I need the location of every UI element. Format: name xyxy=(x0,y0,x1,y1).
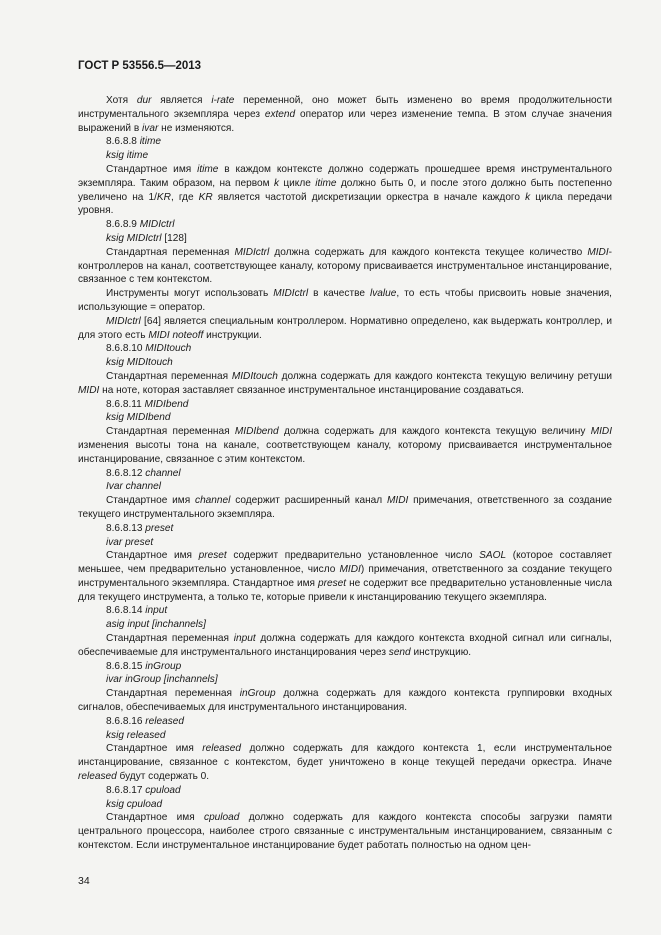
text-run: , где xyxy=(170,191,199,203)
text-run: Стандартная переменная xyxy=(106,426,235,438)
italic-term: cpuload xyxy=(145,784,181,796)
section-heading xyxy=(78,218,612,232)
text-run: , то есть чтобы присвоить новые значения, использующие = оператор. xyxy=(78,288,612,313)
paragraph xyxy=(78,811,612,852)
italic-term: send xyxy=(388,646,411,658)
section-heading xyxy=(78,467,612,481)
italic-term: preset xyxy=(198,550,227,562)
section-heading xyxy=(78,356,612,370)
paragraph xyxy=(78,246,612,287)
text-run: Стандартная переменная xyxy=(106,246,235,258)
italic-term: ksig itime xyxy=(106,150,149,162)
text-run: 8.6.8.10 xyxy=(106,343,146,355)
text-run: оператор или через изменение темпа. В этом случае значения выражений в xyxy=(78,108,612,134)
paragraph xyxy=(78,94,612,135)
paragraph xyxy=(78,742,612,783)
section-heading xyxy=(78,536,612,550)
section-heading xyxy=(78,618,612,632)
text-run: (которое составляет меньшее, чем предварительно установленное, число xyxy=(78,550,613,576)
italic-term: dur xyxy=(136,95,152,106)
italic-term: input xyxy=(145,605,168,617)
italic-term: released xyxy=(202,743,242,755)
section-heading xyxy=(78,660,612,674)
text-run: Стандартная переменная xyxy=(106,370,232,382)
paragraph xyxy=(78,370,612,398)
text-run: должна содержать для каждого контекста входной сигнал или сигналы, обеспечиваемые для инструментального инстанцирования через xyxy=(78,633,612,658)
text-run: примечания, ответственного за создание текущего инструментального экземпляра. xyxy=(78,495,612,520)
text-run: должна содержать для каждого контекста текущую величину ретуши xyxy=(277,370,613,382)
section-heading xyxy=(78,135,612,149)
text-run: Хотя xyxy=(106,95,137,106)
italic-term: MIDIctrl xyxy=(234,246,270,258)
text-run: инструкции. xyxy=(203,329,262,341)
italic-term: MIDIctrl xyxy=(139,219,175,231)
section-heading xyxy=(78,604,612,618)
italic-term: MIDI xyxy=(339,564,361,576)
italic-term: MIDI noteoff xyxy=(148,329,204,341)
section-heading xyxy=(78,522,612,536)
italic-term: input xyxy=(233,633,256,645)
italic-term: k xyxy=(525,191,531,203)
text-run: Стандартная переменная xyxy=(106,688,240,700)
text-run: цикле xyxy=(278,177,316,189)
text-run: 8.6.8.11 xyxy=(106,398,145,410)
section-heading xyxy=(78,798,612,812)
text-run: содержит расширенный канал xyxy=(230,495,387,507)
text-run: будут содержать 0. xyxy=(116,771,210,783)
italic-term: extend xyxy=(264,108,296,120)
text-run: 8.6.8.15 xyxy=(106,660,146,672)
text-run: инструкцию. xyxy=(410,646,472,658)
paragraph xyxy=(78,163,612,218)
page-number: 34 xyxy=(78,875,90,887)
text-run: [128] xyxy=(161,232,187,244)
text-run: в качестве xyxy=(308,288,370,300)
paragraph xyxy=(78,315,612,343)
paragraph xyxy=(78,687,612,715)
italic-term: KR xyxy=(198,191,213,203)
text-run: является xyxy=(151,95,212,106)
document-body xyxy=(78,94,612,853)
section-heading xyxy=(78,480,612,494)
text-run: цикла передачи уровня. xyxy=(78,191,613,217)
italic-term: ksig cpuload xyxy=(106,798,163,810)
text-run: изменения высоты тона на канале, соответствующем каналу, которому присваивается инструментальное инстанцирование, связанное с этим контекстом. xyxy=(78,439,612,465)
italic-term: Ivar channel xyxy=(106,481,161,493)
paragraph xyxy=(78,494,612,522)
italic-term: MIDI xyxy=(387,495,409,507)
text-run: переменной, оно может быть изменено во время продолжительности инструментального экземпляра через xyxy=(78,95,612,120)
italic-term: ksig MIDIctrl xyxy=(106,232,162,244)
text-run: должна содержать для каждого контекста группировки входных сигналов, обеспечиваемых для инструментального инстанцирования. xyxy=(78,688,612,714)
italic-term: MIDIctrl xyxy=(273,288,309,300)
section-heading xyxy=(78,398,612,412)
text-run: является частотой дискретизации оркестра в начале каждого xyxy=(212,191,526,203)
text-run: не содержит все предварительно установленные числа для текущего инструмента, а только те, которые привели к инстанцированию текущего экземпляра. xyxy=(78,577,612,603)
text-run: 8.6.8.8 xyxy=(106,136,140,148)
italic-term: ivar xyxy=(142,122,159,134)
italic-term: cpuload xyxy=(204,812,240,824)
italic-term: itime xyxy=(315,177,337,189)
italic-term: MIDItouch xyxy=(231,370,278,382)
text-run: 8.6.8.12 xyxy=(106,467,146,479)
italic-term: channel xyxy=(145,467,181,479)
section-heading xyxy=(78,149,612,163)
italic-term: i-rate xyxy=(211,95,235,106)
text-run: Стандартная переменная xyxy=(106,633,234,645)
section-heading xyxy=(78,715,612,729)
italic-term: preset xyxy=(145,522,174,534)
italic-term: MIDIbend xyxy=(234,426,279,438)
text-run: 8.6.8.14 xyxy=(106,605,146,617)
italic-term: released xyxy=(78,771,117,783)
italic-term: MIDI xyxy=(590,426,612,438)
text-run: ) примечания, ответственного за создание текущего инструментального экземпляра. Стандартное имя xyxy=(78,564,612,589)
italic-term: MIDIctrl xyxy=(106,315,141,327)
text-run: Стандартное имя xyxy=(106,550,199,562)
text-run: содержит предварительно установленное число xyxy=(226,550,480,562)
text-run: должно содержать для каждого контекста способы загрузки памяти центрального процессора, наиболее строго связанные с инструментальным инстанцированием, связанным с контекстом. Если инструментальное инстанцирование будет работать полностью на одном цен- xyxy=(78,812,612,852)
italic-term: SAOL xyxy=(479,550,507,562)
italic-term: ksig MIDItouch xyxy=(106,357,173,369)
italic-term: k xyxy=(273,177,279,189)
italic-term: itime xyxy=(197,163,219,175)
section-heading xyxy=(78,784,612,798)
text-run: на ноте, которая заставляет связанное инструментальное инстанцирование создаваться. xyxy=(99,384,524,396)
section-heading xyxy=(78,232,612,246)
text-run: в каждом контексте должно содержать прошедшее время инструментального экземпляра. Таким образом, на первом xyxy=(78,163,612,189)
paragraph xyxy=(78,287,612,315)
section-heading xyxy=(78,342,612,356)
text-run: Инструменты могут использовать xyxy=(106,288,274,300)
document-header: ГОСТ Р 53556.5—2013 xyxy=(78,60,202,72)
text-run: Стандартное имя xyxy=(106,495,196,507)
italic-term: preset xyxy=(318,577,347,589)
italic-term: MIDI xyxy=(78,384,100,396)
italic-term: lvalue xyxy=(369,288,397,300)
text-run: должна содержать для каждого контекста текущую величину xyxy=(278,426,591,438)
text-run: должна содержать для каждого контекста текущее количество xyxy=(269,246,588,258)
text-run: 8.6.8.16 xyxy=(106,715,146,727)
text-run: [64] является специальным контроллером. Нормативно определено, как выдержать контроллер, и для этого есть xyxy=(78,315,612,341)
text-run: 8.6.8.13 xyxy=(106,522,146,534)
italic-term: MIDI xyxy=(587,246,609,258)
italic-term: asig input [inchannels] xyxy=(106,619,206,631)
text-run: 8.6.8.17 xyxy=(106,784,146,796)
italic-term: ivar inGroup [inchannels] xyxy=(106,674,218,686)
italic-term: ksig released xyxy=(106,729,166,741)
text-run: Стандартное имя xyxy=(106,163,198,175)
paragraph xyxy=(78,549,612,604)
italic-term: released xyxy=(145,715,185,727)
italic-term: MIDIbend xyxy=(144,398,189,410)
text-run: должно быть 0, и после этого должно быть постепенно увеличено на 1/ xyxy=(78,177,612,203)
section-heading xyxy=(78,729,612,743)
section-heading xyxy=(78,673,612,687)
italic-term: channel xyxy=(195,495,231,507)
paragraph xyxy=(78,632,612,660)
italic-term: inGroup xyxy=(239,688,276,700)
text-run: 8.6.8.9 xyxy=(106,219,140,231)
italic-term: ivar preset xyxy=(106,536,154,548)
section-heading xyxy=(78,411,612,425)
italic-term: inGroup xyxy=(145,660,182,672)
italic-term: itime xyxy=(139,136,161,148)
italic-term: MIDItouch xyxy=(145,343,192,355)
paragraph xyxy=(78,425,612,466)
text-run: должно содержать для каждого контекста 1, если инструментальное инстанцирование, связанное с контекстом, будет уничтожено в конце текущей передачи оркестра. Иначе xyxy=(78,743,612,769)
text-run: не изменяются. xyxy=(158,122,235,134)
italic-term: KR xyxy=(156,191,171,203)
text-run: -контроллеров на канал, соответствующее каналу, которому присваивается инструментальное инстанцирование, связанное с тем контекстом. xyxy=(78,246,612,286)
text-run: Стандартное имя xyxy=(106,743,203,755)
italic-term: ksig MIDIbend xyxy=(106,412,171,424)
text-run: Стандартное имя xyxy=(106,812,205,824)
